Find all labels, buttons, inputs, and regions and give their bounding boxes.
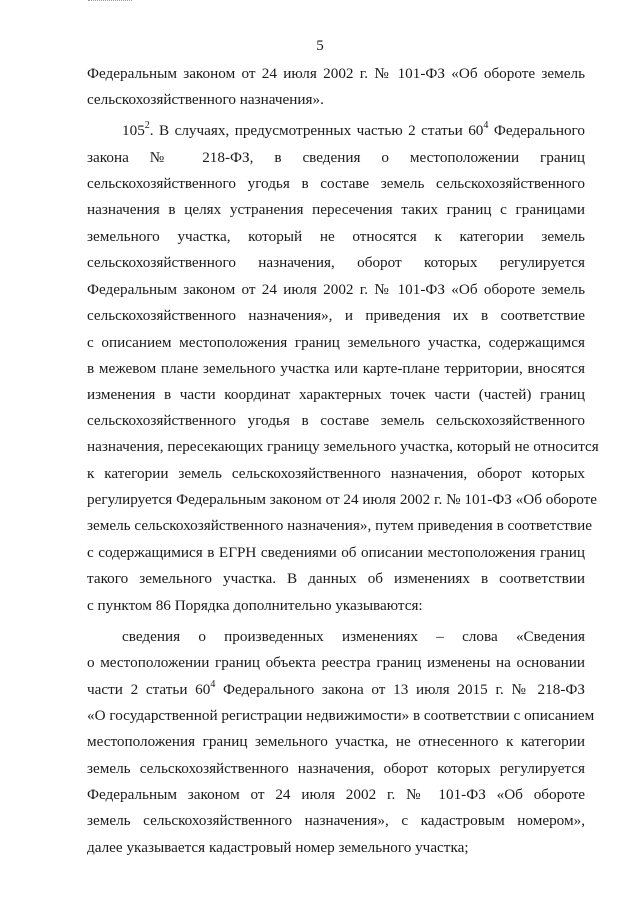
text-line: изменения в части координат характерных точек части (частей) границ: [87, 386, 585, 403]
text-line: с содержащимися в ЕГРН сведениями об описании местоположения границ: [87, 544, 585, 561]
text-line: такого земельного участка. В данных об изменениях в соответствии: [87, 570, 585, 587]
text-line: сельскохозяйственного назначения», и приведения их в соответствие: [87, 307, 585, 324]
text-line: земельного участка, который не относятся к категории земель: [87, 228, 585, 245]
text-line: закона № 218-ФЗ, в сведения о местоположении границ: [87, 149, 585, 166]
text-line: с пунктом 86 Порядка дополнительно указываются:: [87, 597, 423, 614]
text-line: земель сельскохозяйственного назначения, оборот которых регулируется: [87, 760, 585, 777]
superscript: 4: [210, 678, 216, 690]
text-line: «О государственной регистрации недвижимости» в соответствии с описанием: [87, 707, 595, 724]
superscript: 2: [144, 119, 150, 131]
text-line: сельскохозяйственного назначения».: [87, 91, 324, 108]
text-line: сведения о произведенных изменениях – слова «Сведения: [122, 628, 585, 645]
text-line: $105^2$. В случаях, предусмотренных частью 2 статьи $60^4$ Федерального: [122, 119, 585, 139]
text-line: Федеральным законом от 24 июля 2002 г. № 101-ФЗ «Об обороте: [87, 786, 585, 803]
text-line: Федеральным законом от 24 июля 2002 г. № 101-ФЗ «Об обороте земель: [87, 65, 585, 82]
text-line: сельскохозяйственного угодья в составе земель сельскохозяйственного: [87, 175, 585, 192]
page-number: 5: [316, 38, 324, 54]
superscript: 4: [483, 119, 489, 131]
text-line: земель сельскохозяйственного назначения», с кадастровым номером»,: [87, 812, 585, 829]
text-line: регулируется Федеральным законом от 24 июля 2002 г. № 101-ФЗ «Об обороте: [87, 491, 598, 508]
text-line: части 2 статьи $60^4$ Федерального закона от 13 июля 2015 г. № 218-ФЗ: [87, 678, 585, 698]
text-line: к категории земель сельскохозяйственного назначения, оборот которых: [87, 465, 585, 482]
text-line: назначения в целях устранения пересечения таких границ с границами: [87, 201, 585, 218]
text-line: назначения, пересекающих границу земельного участка, который не относится: [87, 438, 599, 455]
text-line: сельскохозяйственного назначения, оборот которых регулируется: [87, 254, 585, 271]
text-line: сельскохозяйственного угодья в составе земель сельскохозяйственного: [87, 412, 585, 429]
text-line: Федеральным законом от 24 июля 2002 г. № 101-ФЗ «Об обороте земель: [87, 281, 585, 298]
text-line: далее указывается кадастровый номер земельного участка;: [87, 839, 469, 856]
text-line: с описанием местоположения границ земельного участка, содержащимся: [87, 334, 585, 351]
scan-edge-mark: [88, 0, 132, 4]
text-line: земель сельскохозяйственного назначения», путем приведения в соответствие: [87, 517, 592, 534]
text-line: местоположения границ земельного участка, не отнесенного к категории: [87, 733, 585, 750]
text-line: в межевом плане земельного участка или карте-плане территории, вносятся: [87, 360, 585, 377]
text-line: о местоположении границ объекта реестра границ изменены на основании: [87, 654, 585, 671]
